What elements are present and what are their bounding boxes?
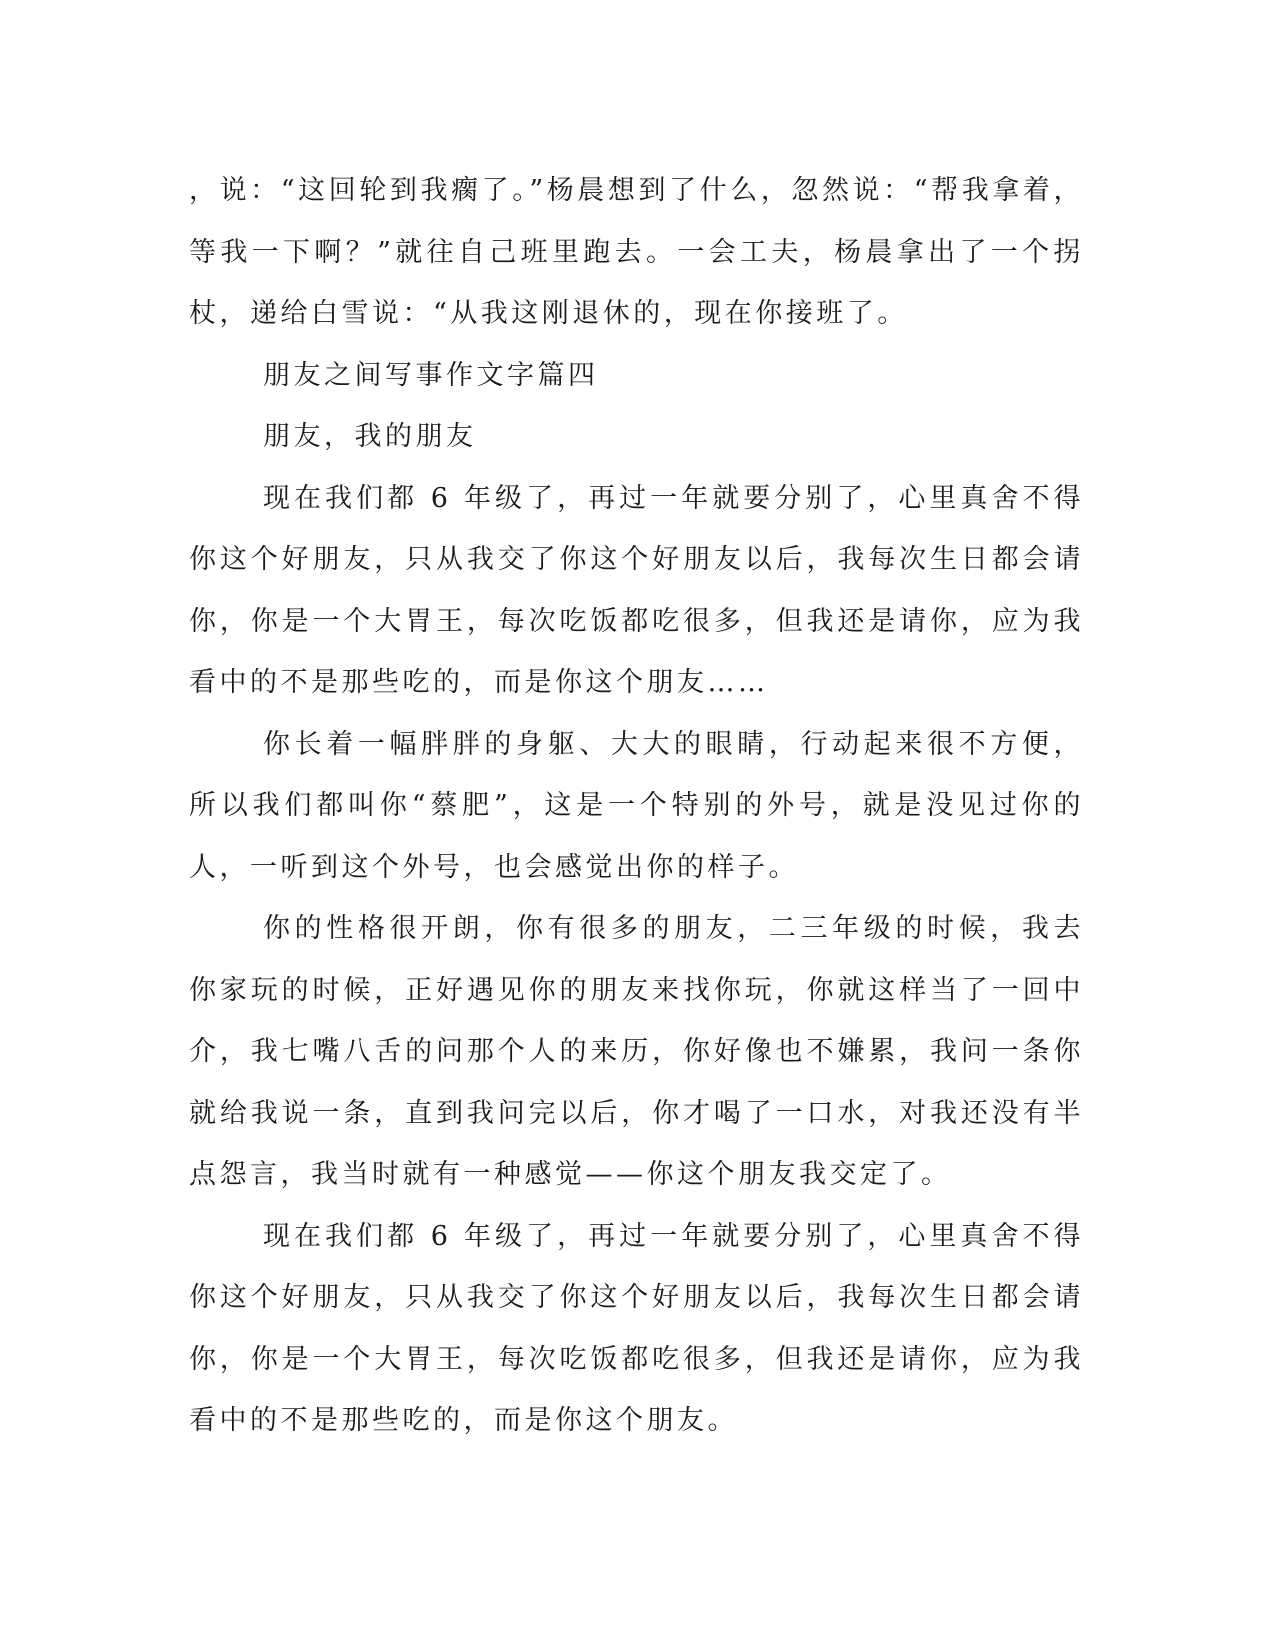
- section-heading: 朋友之间写事作文字篇四: [263, 359, 599, 391]
- paragraph: 你的性格很开朗，你有很多的朋友，二三年级的时候，我去你家玩的时候，正好遇见你的朋友来找你玩，你就这样当了一回中介，我七嘴八舌的问那个人的来历，你好像也不嫌累，我问一条你就给我说一条，直到我问完以后，你才喝了一口水，对我还没有半点怨言，我当时就有一种感觉——你这个朋友我交定了。: [189, 913, 1084, 1190]
- paragraph-continuation: ，说：“这回轮到我瘸了。”杨晨想到了什么，忽然说：“帮我拿着，等我一下啊？”就往自己班里跑去。一会工夫，杨晨拿出了一个拐杖，递给白雪说：“从我这刚退休的，现在你接班了。: [189, 175, 1084, 329]
- paragraph: 现在我们都 6 年级了，再过一年就要分别了，心里真舍不得你这个好朋友，只从我交了你这个好朋友以后，我每次生日都会请你，你是一个大胃王，每次吃饭都吃很多，但我还是请你，应为我看中的不是那些吃的，而是你这个朋友。: [189, 1220, 1084, 1436]
- document-body: [189, 160, 1084, 1452]
- paragraph: 现在我们都 6 年级了，再过一年就要分别了，心里真舍不得你这个好朋友，只从我交了你这个好朋友以后，我每次生日都会请你，你是一个大胃王，每次吃饭都吃很多，但我还是请你，应为我看中的不是那些吃的，而是你这个朋友……: [189, 482, 1084, 698]
- paragraph: 你长着一幅胖胖的身躯、大大的眼睛，行动起来很不方便，所以我们都叫你“蔡肥”，这是一个特别的外号，就是没见过你的人，一听到这个外号，也会感觉出你的样子。: [189, 728, 1084, 883]
- essay-title: 朋友，我的朋友: [263, 421, 477, 452]
